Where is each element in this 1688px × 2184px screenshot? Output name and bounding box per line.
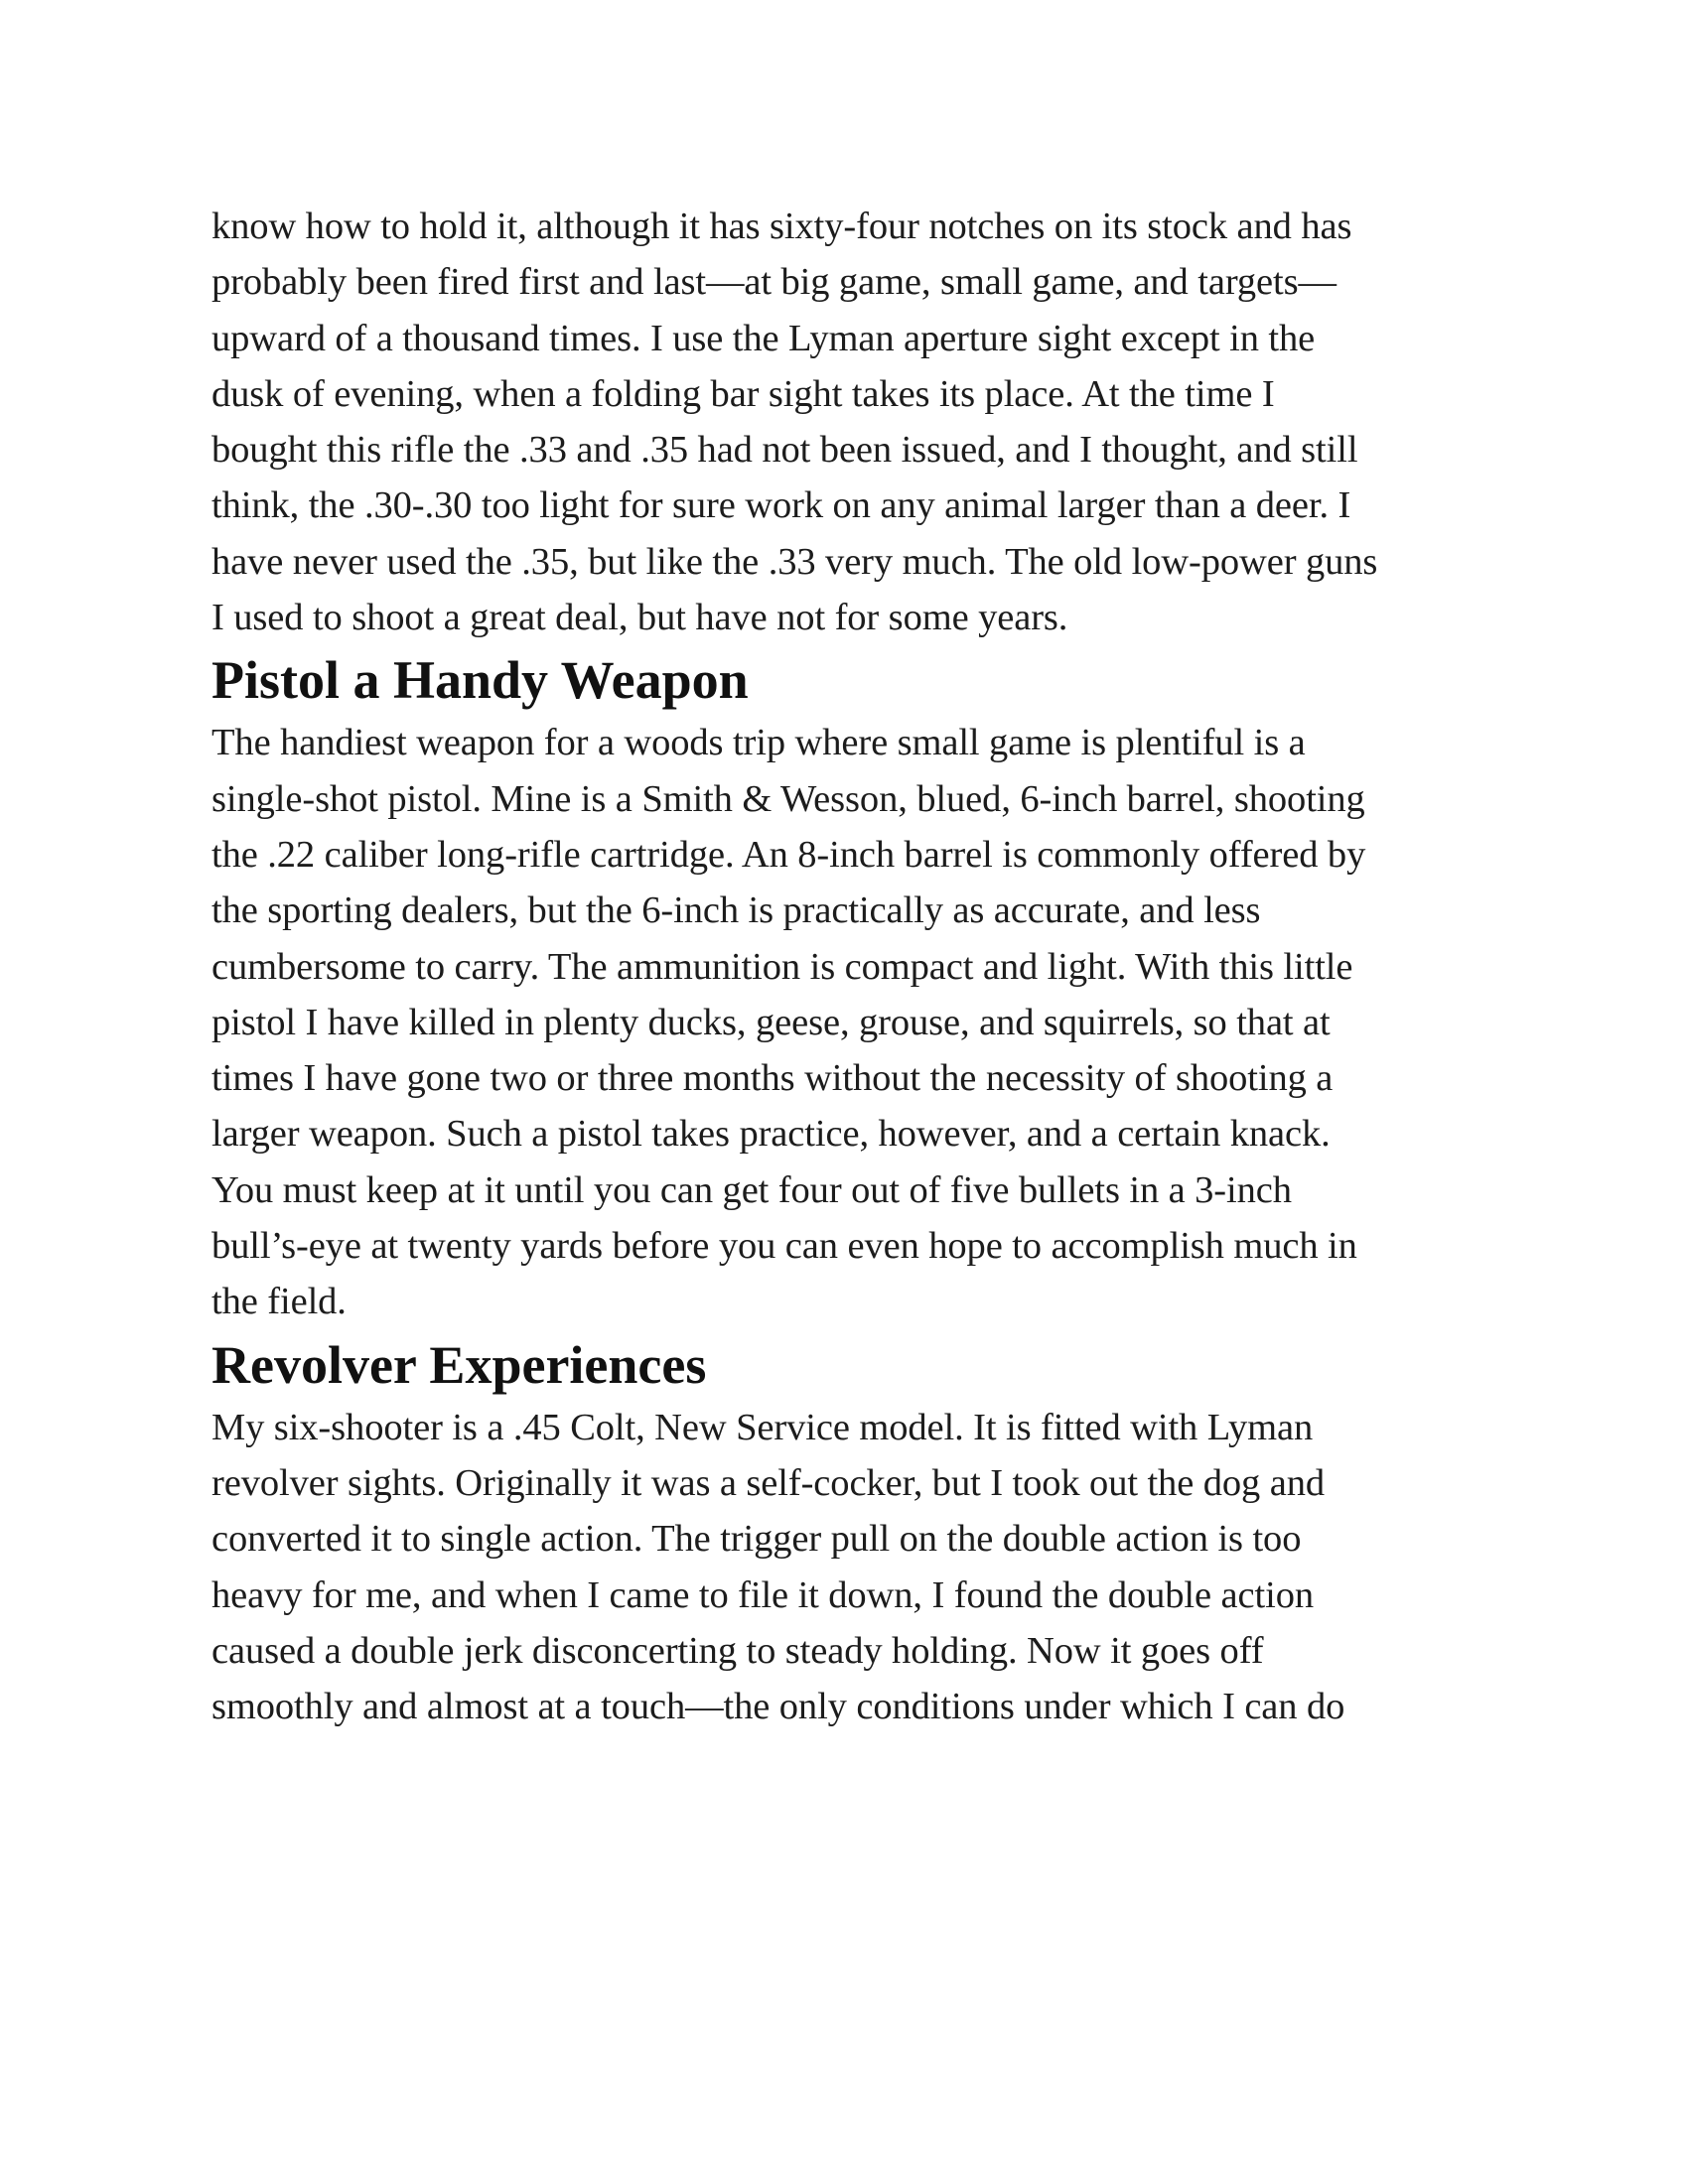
heading-pistol: Pistol a Handy Weapon	[211, 650, 749, 711]
text-line: dusk of evening, when a folding bar sight takes its place. At the time I	[211, 372, 1275, 415]
text-line: bull’s-eye at twenty yards before you can even hope to accomplish much in	[211, 1225, 1357, 1268]
paragraph-pistol	[211, 715, 1492, 1329]
text-line: heavy for me, and when I came to file it down, I found the double action	[211, 1573, 1315, 1616]
text-line: revolver sights. Originally it was a self-cocker, but I took out the dog and	[211, 1461, 1325, 1504]
text-line: the .22 caliber long-rifle cartridge. An 8-inch barrel is commonly offered by	[211, 833, 1366, 876]
paragraph-rifle-continuation	[211, 199, 1492, 645]
text-line: times I have gone two or three months without the necessity of shooting a	[211, 1057, 1334, 1100]
text-line: cumbersome to carry. The ammunition is compact and light. With this little	[211, 945, 1353, 988]
heading-revolver: Revolver Experiences	[211, 1334, 707, 1395]
text-line: the field.	[211, 1281, 347, 1323]
text-line: converted it to single action. The trigger pull on the double action is too	[211, 1518, 1302, 1561]
text-line: upward of a thousand times. I use the Lyman aperture sight except in the	[211, 317, 1316, 359]
paragraph-revolver	[211, 1400, 1492, 1735]
text-line: think, the .30-.30 too light for sure work on any animal larger than a deer. I	[211, 484, 1351, 527]
page-content	[211, 199, 1492, 1734]
text-line: I used to shoot a great deal, but have not for some years.	[211, 597, 1068, 639]
text-line: larger weapon. Such a pistol takes practice, however, and a certain knack.	[211, 1113, 1331, 1156]
text-line: bought this rifle the .33 and .35 had not been issued, and I thought, and still	[211, 429, 1358, 472]
text-line: the sporting dealers, but the 6-inch is practically as accurate, and less	[211, 889, 1261, 932]
text-line: The handiest weapon for a woods trip where small game is plentiful is a	[211, 722, 1306, 764]
text-line: know how to hold it, although it has sixty-four notches on its stock and has	[211, 205, 1352, 247]
text-line: You must keep at it until you can get four out of five bullets in a 3-inch	[211, 1168, 1292, 1211]
text-line: single-shot pistol. Mine is a Smith & Wesson, blued, 6-inch barrel, shooting	[211, 777, 1365, 820]
text-line: caused a double jerk disconcerting to steady holding. Now it goes off	[211, 1629, 1264, 1672]
text-line: have never used the .35, but like the .33 very much. The old low-power guns	[211, 540, 1378, 583]
text-line: My six-shooter is a .45 Colt, New Service model. It is fitted with Lyman	[211, 1406, 1314, 1448]
text-line: smoothly and almost at a touch—the only conditions under which I can do	[211, 1686, 1345, 1728]
text-line: probably been fired first and last—at big game, small game, and targets—	[211, 261, 1336, 304]
text-line: pistol I have killed in plenty ducks, geese, grouse, and squirrels, so that at	[211, 1001, 1331, 1043]
